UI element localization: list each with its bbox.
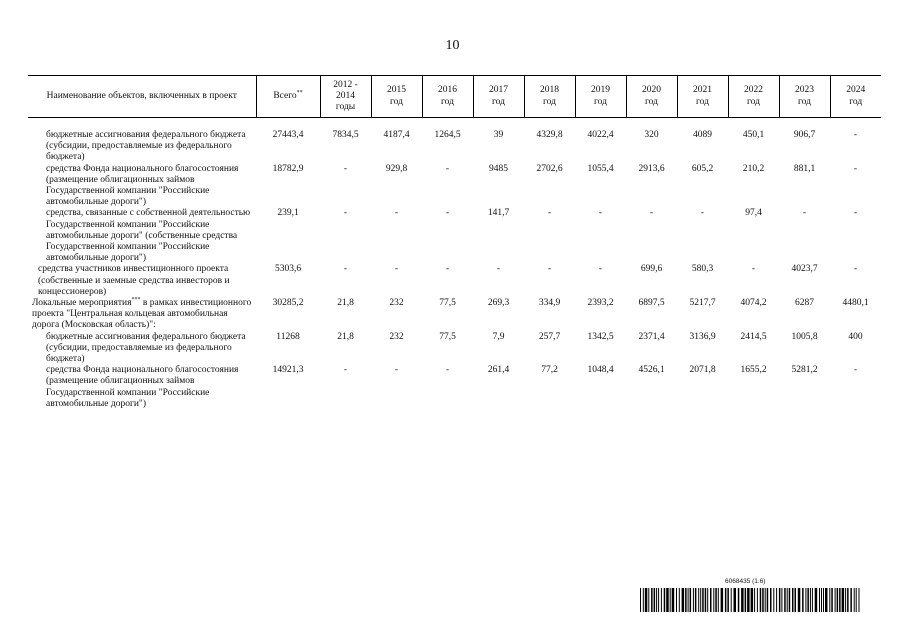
cell-value: 334,9 (538, 298, 561, 309)
cell-value: - (394, 365, 399, 376)
cell-value: 1342,5 (587, 331, 614, 342)
barcode-bar (842, 588, 845, 612)
barcode-bar (661, 588, 662, 612)
cell-value: 18782,9 (272, 163, 304, 174)
cell-value: 2702,6 (536, 163, 563, 174)
barcode-bar (695, 588, 697, 612)
table-row (28, 208, 881, 264)
cell-value: - (547, 264, 552, 275)
cell-value: 881,1 (793, 163, 816, 174)
cell-value: 4074,2 (740, 298, 767, 309)
barcode-bar (718, 588, 719, 612)
row-name: средства Фонда национального благосостояния (размещение облигационных займов Государственной компании "Российские автомобильные дороги") (46, 365, 239, 409)
cell-value: 2371,4 (638, 331, 665, 342)
barcode-bar (847, 588, 849, 612)
barcode-bar (787, 588, 788, 612)
table-row (28, 130, 881, 164)
table-row (28, 264, 881, 298)
barcode-bar (819, 588, 820, 612)
cell-value: 257,7 (538, 331, 561, 342)
footnote-mark: ** (296, 89, 303, 96)
cell-value: 4187,4 (383, 130, 410, 140)
barcode-bar (682, 588, 685, 612)
barcode (640, 588, 860, 612)
barcode-bar (705, 588, 707, 612)
barcode-bar (700, 588, 701, 612)
barcode-bar (731, 588, 732, 612)
barcode-bar (765, 588, 766, 612)
barcode-bar (831, 588, 833, 612)
cell-value: - (598, 208, 603, 219)
cell-value: 11268 (276, 331, 300, 342)
barcode-bar (839, 588, 841, 612)
barcode-bar (792, 588, 794, 612)
cell-value: 30285,2 (272, 298, 304, 309)
cell-value: 400 (848, 331, 863, 342)
barcode-bar (781, 588, 782, 612)
barcode-bar (784, 588, 786, 612)
header-name: Наименование объектов, включенных в проект (28, 76, 256, 118)
barcode-bar (654, 588, 656, 612)
barcode-bar (713, 588, 714, 612)
barcode-bar (738, 588, 740, 612)
barcode-bar (672, 588, 675, 612)
barcode-bar (698, 588, 699, 612)
cell-value: 1655,2 (740, 365, 767, 376)
cell-value: 580,3 (691, 264, 714, 275)
cell-value: 4329,8 (536, 130, 563, 140)
cell-value: 77,2 (541, 365, 558, 376)
cell-value: 4089 (693, 130, 712, 140)
cell-value: - (445, 365, 450, 376)
barcode-bar (812, 588, 813, 612)
barcode-bar (795, 588, 797, 612)
barcode-bar (825, 588, 828, 612)
barcode-bar (741, 588, 744, 612)
cell-value: 6287 (795, 298, 814, 309)
barcode-bar (823, 588, 824, 612)
cell-value: - (853, 264, 858, 275)
barcode-bar (821, 588, 822, 612)
barcode-bar (710, 588, 712, 612)
cell-value: 7834,5 (332, 130, 359, 140)
row-name: средства Фонда национального благосостояния (размещение облигационных займов Государственной компании "Российские автомобильные дороги") (46, 163, 239, 208)
barcode-bar (856, 588, 857, 612)
cell-value: 39 (493, 130, 504, 140)
header-year: 2016 год (422, 76, 473, 118)
table-row (28, 332, 881, 366)
cell-value: 1048,4 (587, 365, 614, 376)
barcode-bar (721, 588, 724, 612)
barcode-bar (789, 588, 791, 612)
cell-value: - (445, 264, 450, 275)
barcode-bar (776, 588, 777, 612)
cell-value: 14921,3 (272, 365, 304, 376)
cell-value: - (649, 208, 654, 219)
barcode-bar (859, 588, 860, 612)
cell-value: 77,5 (439, 331, 456, 342)
budget-table (28, 75, 881, 410)
header-year: 2015 год (371, 76, 422, 118)
table-row (28, 298, 881, 332)
cell-value: - (802, 208, 807, 219)
cell-value: 3136,9 (689, 331, 716, 342)
cell-value: 320 (644, 130, 659, 140)
barcode-bar (670, 588, 671, 612)
cell-value: 7,9 (492, 331, 505, 342)
row-name: средства участников инвестиционного проекта (собственные и заемные средства инвесторов и концессионеров) (38, 264, 230, 297)
barcode-bar (810, 588, 811, 612)
barcode-bar (770, 588, 772, 612)
cell-value: 232 (389, 298, 404, 309)
barcode-bar (734, 588, 737, 612)
cell-value: 2913,6 (638, 163, 665, 174)
cell-value: 269,3 (487, 298, 510, 309)
barcode-bar (850, 588, 852, 612)
cell-value: 929,8 (385, 163, 408, 174)
cell-value: 5217,7 (689, 298, 716, 309)
cell-value: 141,7 (487, 208, 510, 219)
table-row (28, 365, 881, 410)
barcode-bar (802, 588, 804, 612)
row-name: бюджетные ассигнования федерального бюджета (субсидии, предоставляемые из федерального бюджета) (46, 130, 246, 163)
barcode-bar (745, 588, 747, 612)
cell-value: 261,4 (487, 365, 510, 376)
cell-value: - (700, 208, 705, 219)
barcode-bar (837, 588, 839, 612)
barcode-bar (688, 588, 689, 612)
cell-value: 97,4 (745, 208, 762, 219)
barcode-bar (645, 588, 648, 612)
cell-value: - (343, 163, 348, 174)
barcode-bar (773, 588, 774, 612)
header-year: 2024 год (830, 76, 881, 118)
barcode-bar (807, 588, 809, 612)
cell-value: 21,8 (337, 298, 354, 309)
barcode-bar (798, 588, 801, 612)
cell-value: 2393,2 (587, 298, 614, 309)
barcode-bar (815, 588, 818, 612)
header-year: 2012 - 2014 годы (320, 76, 371, 118)
cell-value: - (394, 264, 399, 275)
cell-value: 9485 (489, 163, 508, 174)
barcode-bar (715, 588, 717, 612)
cell-value: 210,2 (742, 163, 765, 174)
barcode-bar (835, 588, 836, 612)
cell-value: - (445, 163, 450, 174)
table-row (28, 164, 881, 209)
barcode-bar (805, 588, 806, 612)
cell-value: 6897,5 (638, 298, 665, 309)
barcode-label: 6068435 (1.6) (725, 578, 766, 585)
header-year: 2021 год (677, 76, 728, 118)
cell-value: 1005,8 (791, 331, 818, 342)
header-year: 2023 год (779, 76, 830, 118)
header-year: 2018 год (524, 76, 575, 118)
cell-value: 5303,6 (274, 264, 302, 275)
barcode-bar (754, 588, 755, 612)
barcode-bar (845, 588, 846, 612)
row-name-local-measures: Локальные мероприятия*** в рамках инвестиционного проекта "Центральная кольцевая автомобильная дорога (Московская область)": (32, 296, 252, 331)
cell-value: 2071,8 (689, 365, 716, 376)
barcode-bar (651, 588, 653, 612)
cell-value: - (343, 365, 348, 376)
cell-value: 232 (389, 331, 404, 342)
cell-value: 21,8 (337, 331, 354, 342)
barcode-bar (693, 588, 694, 612)
cell-value: - (343, 264, 348, 275)
cell-value: - (853, 163, 858, 174)
barcode-bar (664, 588, 666, 612)
header-total: Всего** (256, 76, 320, 118)
barcode-bar (679, 588, 680, 612)
barcode-bar (656, 588, 657, 612)
header-year: 2017 год (473, 76, 524, 118)
barcode-bar (779, 588, 781, 612)
cell-value: - (445, 208, 450, 219)
cell-value: 1055,4 (587, 163, 614, 174)
footnote-mark: *** (131, 296, 141, 303)
cell-value: 699,6 (640, 264, 663, 275)
cell-value: 605,2 (691, 163, 714, 174)
cell-value: - (598, 264, 603, 275)
cell-value: 2414,5 (740, 331, 767, 342)
page-number: 10 (445, 38, 460, 53)
barcode-bar (643, 588, 644, 612)
cell-value: - (496, 264, 501, 275)
cell-value: - (853, 130, 858, 140)
cell-value: 77,5 (439, 298, 456, 309)
header-year: 2019 год (575, 76, 626, 118)
cell-value: 4022,4 (587, 130, 614, 140)
cell-value: - (853, 208, 858, 219)
cell-value: 5281,2 (791, 365, 818, 376)
cell-value: 4480,1 (842, 298, 869, 309)
barcode-bar (690, 588, 692, 612)
cell-value: - (343, 208, 348, 219)
barcode-bar (757, 588, 758, 612)
barcode-bar (658, 588, 659, 612)
cell-value: 1264,5 (434, 130, 461, 140)
table-header-row (28, 76, 881, 118)
barcode-bar (707, 588, 708, 612)
cell-value: 906,7 (793, 130, 816, 140)
barcode-bar (666, 588, 669, 612)
barcode-bar (702, 588, 704, 612)
cell-value: - (394, 208, 399, 219)
barcode-bar (725, 588, 727, 612)
barcode-bar (854, 588, 855, 612)
barcode-bar (676, 588, 677, 612)
cell-value: 4023,7 (791, 264, 818, 275)
header-year: 2020 год (626, 76, 677, 118)
barcode-bar (762, 588, 764, 612)
header-year: 2022 год (728, 76, 779, 118)
barcode-bar (640, 588, 641, 612)
barcode-bar (760, 588, 762, 612)
barcode-bar (767, 588, 769, 612)
cell-value: 239,1 (277, 208, 299, 219)
barcode-bar (829, 588, 830, 612)
cell-value: 4526,1 (638, 365, 665, 376)
row-name: бюджетные ассигнования федерального бюджета (субсидии, предоставляемые из федерального бюджета) (46, 331, 246, 365)
barcode-bar (727, 588, 729, 612)
barcode-bar (751, 588, 754, 612)
barcode-bar (685, 588, 687, 612)
barcode-bar (648, 588, 649, 612)
row-name: средства, связанные с собственной деятельностью Государственной компании "Российские автомобильные дороги" (собственные средства Государственной компании "Российские автомобильные дороги") (46, 208, 251, 264)
cell-value: - (547, 208, 552, 219)
cell-value: 27443,4 (272, 130, 304, 140)
cell-value: 450,1 (742, 130, 765, 140)
barcode-bar (747, 588, 750, 612)
cell-value: - (751, 264, 756, 275)
cell-value: - (853, 365, 858, 376)
